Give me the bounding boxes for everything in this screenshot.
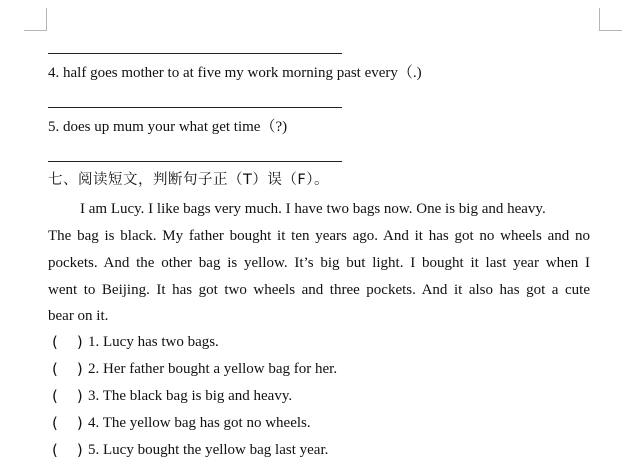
statement-text: The black bag is big and heavy. [102, 388, 293, 404]
answer-blank[interactable]: ( ) [52, 387, 83, 405]
statement-number: 4. [88, 415, 100, 431]
question-text: half goes mother to at five my work morning past every（.) [63, 65, 422, 81]
question-number: 4. [48, 65, 60, 81]
unscramble-question-4 [48, 64, 422, 82]
answer-blank[interactable]: ( ) [52, 414, 83, 432]
statement-text: Lucy has two bags. [103, 334, 219, 350]
statement-number: 1. [88, 334, 100, 350]
unscramble-question-5 [48, 118, 287, 136]
answer-blank[interactable]: ( ) [52, 333, 83, 351]
judgment-statement [88, 387, 292, 405]
answer-line [48, 161, 342, 162]
passage-line: went to Beijing. It has got two wheels and three pockets. And it also has got a cute [48, 282, 590, 298]
question-text: does up mum your what get time（?) [63, 119, 288, 135]
statement-number: 3. [88, 388, 100, 404]
passage-line: The bag is black. My father bought it ten years ago. And it has got no wheels and no [48, 228, 590, 244]
passage-line: I am Lucy. I like bags very much. I have two bags now. One is big and heavy. [80, 201, 546, 217]
statement-text: Her father bought a yellow bag for her. [103, 361, 338, 377]
judgment-statement [88, 441, 328, 459]
answer-line [48, 107, 342, 108]
answer-line [48, 53, 342, 54]
judgment-statement [88, 333, 219, 351]
statement-text: The yellow bag has got no wheels. [102, 415, 311, 431]
answer-blank[interactable]: ( ) [52, 360, 83, 378]
crop-mark-top-right [599, 8, 622, 31]
statement-number: 5. [88, 442, 100, 458]
statement-text: Lucy bought the yellow bag last year. [103, 442, 329, 458]
crop-mark-top-left [24, 8, 47, 31]
answer-blank[interactable]: ( ) [52, 441, 83, 459]
judgment-statement [88, 360, 337, 378]
passage-line: bear on it. [48, 308, 109, 324]
judgment-statement [88, 414, 311, 432]
question-number: 5. [48, 119, 60, 135]
section-title: 七、阅读短文，判断句子正（T）误（F）。 [48, 172, 329, 188]
statement-number: 2. [88, 361, 100, 377]
passage-line: pockets. And the other bag is yellow. It’s big but light. I bought it last year when I [48, 255, 590, 271]
